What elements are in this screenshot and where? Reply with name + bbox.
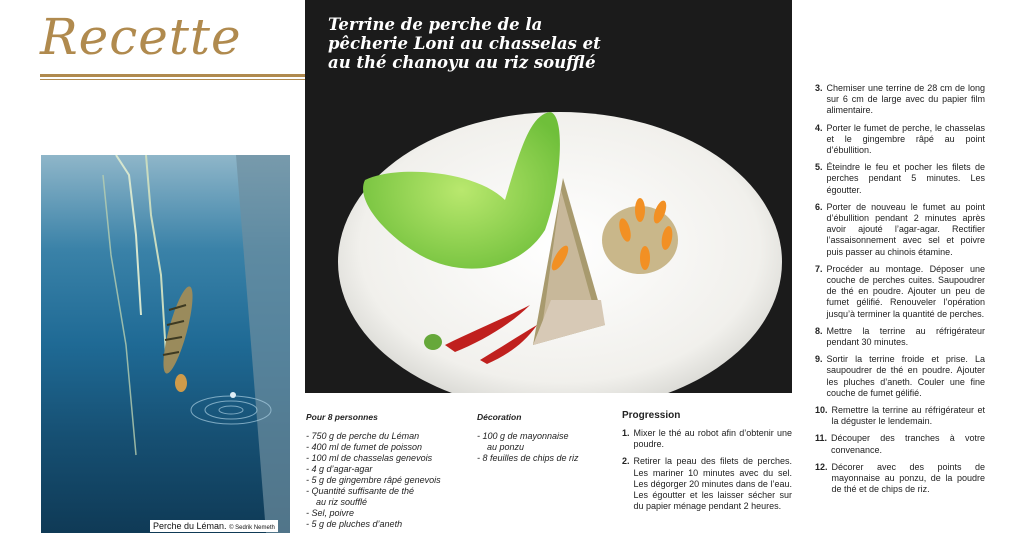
step-text: Chemiser une terrine de 28 cm de long sur 6 cm de large avec du papier film alimentaire. [826, 83, 985, 116]
ingredient-item-cont: au riz soufflé [316, 497, 368, 507]
step-item [815, 326, 985, 348]
decoration-item: - 8 feuilles de chips de riz [477, 453, 579, 463]
step-text: Mixer le thé au robot afin d’obtenir une poudre. [633, 428, 792, 450]
step-item [622, 428, 792, 450]
steps-list-1 [622, 428, 792, 512]
ingredient-item: - Sel, poivre [306, 508, 355, 518]
step-item [815, 123, 985, 157]
step-item [815, 405, 985, 427]
step-item [815, 202, 985, 258]
step-text: Procéder au montage. Déposer une couche de perches cuites. Saupoudrer de thé en poudre. Ajouter un peu de fumet gélifié. Renouveler l’opération jusqu’à terminer la quantité de perches. [826, 263, 985, 319]
step-text: Découper des tranches à votre convenance. [831, 433, 985, 455]
section-title: Recette [40, 8, 242, 66]
step-number: 11. [815, 433, 828, 444]
recipe-title: Terrine de perche de la pêcherie Loni au chasselas et au thé chanoyu au riz soufflé [328, 15, 601, 72]
photo-caption [150, 520, 278, 532]
step-number: 12. [815, 461, 828, 472]
progression-heading: Progression [622, 410, 681, 421]
step-text: Mettre la terrine au réfrigérateur pendant 30 minutes. [826, 325, 985, 348]
ingredient-item: - Quantité suffisante de thé [306, 486, 415, 496]
step-item [622, 456, 792, 512]
step-number: 7. [815, 263, 823, 274]
decoration-list [477, 431, 612, 464]
step-item [815, 462, 985, 496]
step-item [815, 162, 985, 196]
steps-right-column [815, 83, 985, 502]
step-number: 5. [815, 162, 823, 173]
progression-block [622, 410, 792, 518]
step-text: Éteindre le feu et pocher les filets de perches pendant 5 minutes. Les égoutter. [826, 162, 985, 195]
step-number: 8. [815, 325, 823, 336]
ingredient-item: - 100 ml de chasselas genevois [306, 453, 433, 463]
step-number: 1. [622, 428, 630, 438]
step-text: Remettre la terrine au réfrigérateur et la déguster le lendemain. [831, 405, 985, 427]
ingredient-item: - 750 g de perche du Léman [306, 431, 420, 441]
photo-credit: © Sedrik Nemeth [229, 525, 275, 531]
step-text: Sortir la terrine froide et prise. La saupoudrer de thé en poudre. Ajouter les pluches d’aneth. Couler une fine couche de fumet gélifié. [826, 354, 985, 398]
ingredients-list [306, 431, 471, 530]
fish-photo [41, 155, 290, 533]
step-number: 6. [815, 201, 823, 212]
step-item [815, 354, 985, 399]
ingredient-item: - 5 g de pluches d’aneth [306, 519, 403, 529]
steps-list-2 [815, 83, 985, 496]
step-text: Porter de nouveau le fumet au point d’ébullition pendant 2 minutes après avoir ajouté l’agar-agar. Rectifier l’assaisonnement avec sel et poivre puis passer au chinois étamine. [826, 201, 985, 257]
ingredients-block [306, 412, 471, 530]
ingredients-heading: Pour 8 personnes [306, 412, 378, 422]
step-number: 3. [815, 83, 823, 93]
step-text: Décorer avec des points de mayonnaise au ponzu, de la poudre de thé et de chips de riz. [831, 461, 985, 495]
step-item [815, 83, 985, 117]
step-number: 4. [815, 122, 823, 133]
step-text: Porter le fumet de perche, le chasselas et le gingembre râpé au point d’ébullition. [826, 122, 985, 156]
step-number: 10. [815, 405, 828, 416]
step-number: 2. [622, 456, 630, 467]
decoration-heading: Décoration [477, 412, 522, 422]
step-text: Retirer la peau des filets de perches. Les mariner 10 minutes avec du sel. Les dégorger 20 minutes dans de l’eau. Les égoutter et les laisser sécher sur du papier ménage pendant 2 heures. [633, 456, 792, 512]
step-item [815, 433, 985, 455]
step-item [815, 264, 985, 320]
ingredient-item: - 5 g de gingembre râpé genevois [306, 475, 441, 485]
ingredient-item: - 4 g d’agar-agar [306, 464, 373, 474]
decoration-item-cont: au ponzu [487, 442, 525, 452]
caption-text: Perche du Léman. [153, 521, 227, 531]
decoration-item: - 100 g de mayonnaise [477, 431, 569, 441]
step-number: 9. [815, 354, 823, 365]
ingredient-item: - 400 ml de fumet de poisson [306, 442, 423, 452]
fish-illustration [41, 155, 290, 533]
decoration-block [477, 412, 612, 464]
